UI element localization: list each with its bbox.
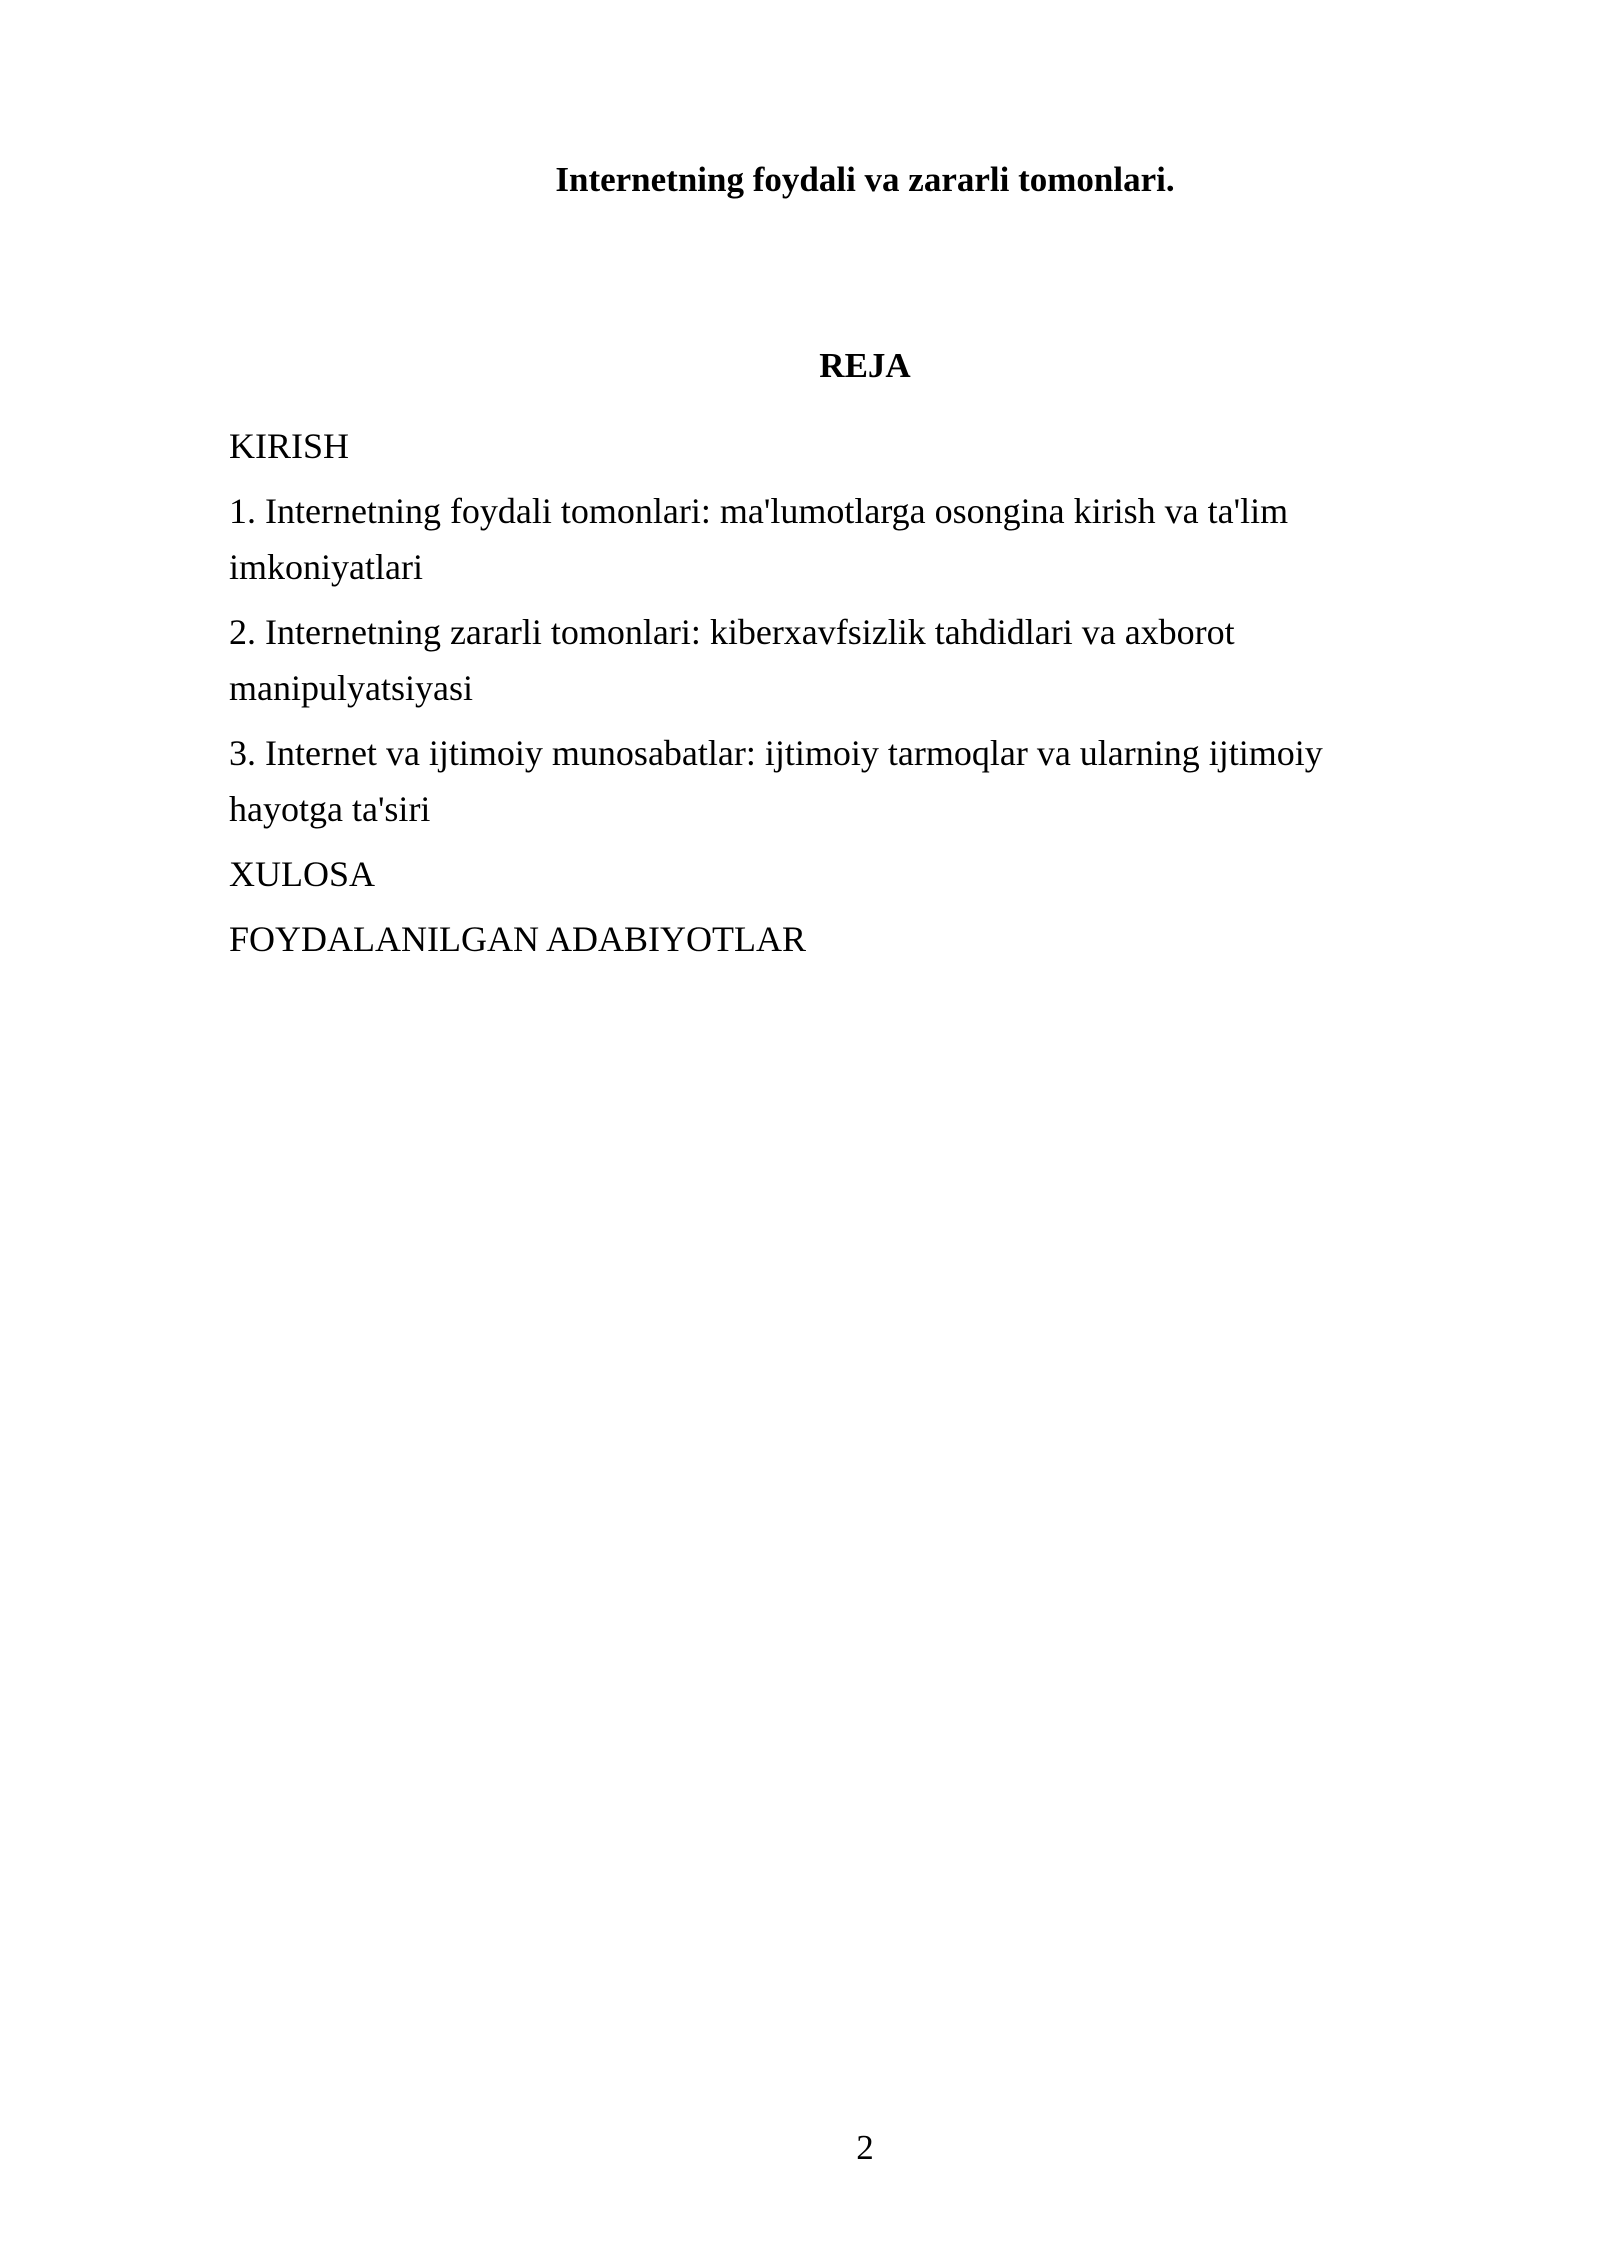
- plan-item-2: 2. Internetning zararli tomonlari: kiberxavfsizlik tahdidlari va axborot manipulyatsiyasi: [229, 612, 1235, 708]
- plan-item-3: 3. Internet va ijtimoiy munosabatlar: ijtimoiy tarmoqlar va ularning ijtimoiy hayotga ta'siri: [229, 733, 1323, 829]
- document-title: Internetning foydali va zararli tomonlari.: [555, 160, 1175, 199]
- plan-item-introduction: KIRISH: [229, 426, 350, 466]
- plan-item-references: FOYDALANILGAN ADABIYOTLAR: [229, 919, 806, 959]
- plan-heading: REJA: [819, 346, 911, 385]
- plan-item-conclusion: XULOSA: [229, 854, 376, 894]
- page-number: 2: [856, 2128, 874, 2167]
- plan-item-1: 1. Internetning foydali tomonlari: ma'lumotlarga osongina kirish va ta'lim imkoniyatlari: [229, 491, 1289, 587]
- plan-list: [229, 418, 1399, 976]
